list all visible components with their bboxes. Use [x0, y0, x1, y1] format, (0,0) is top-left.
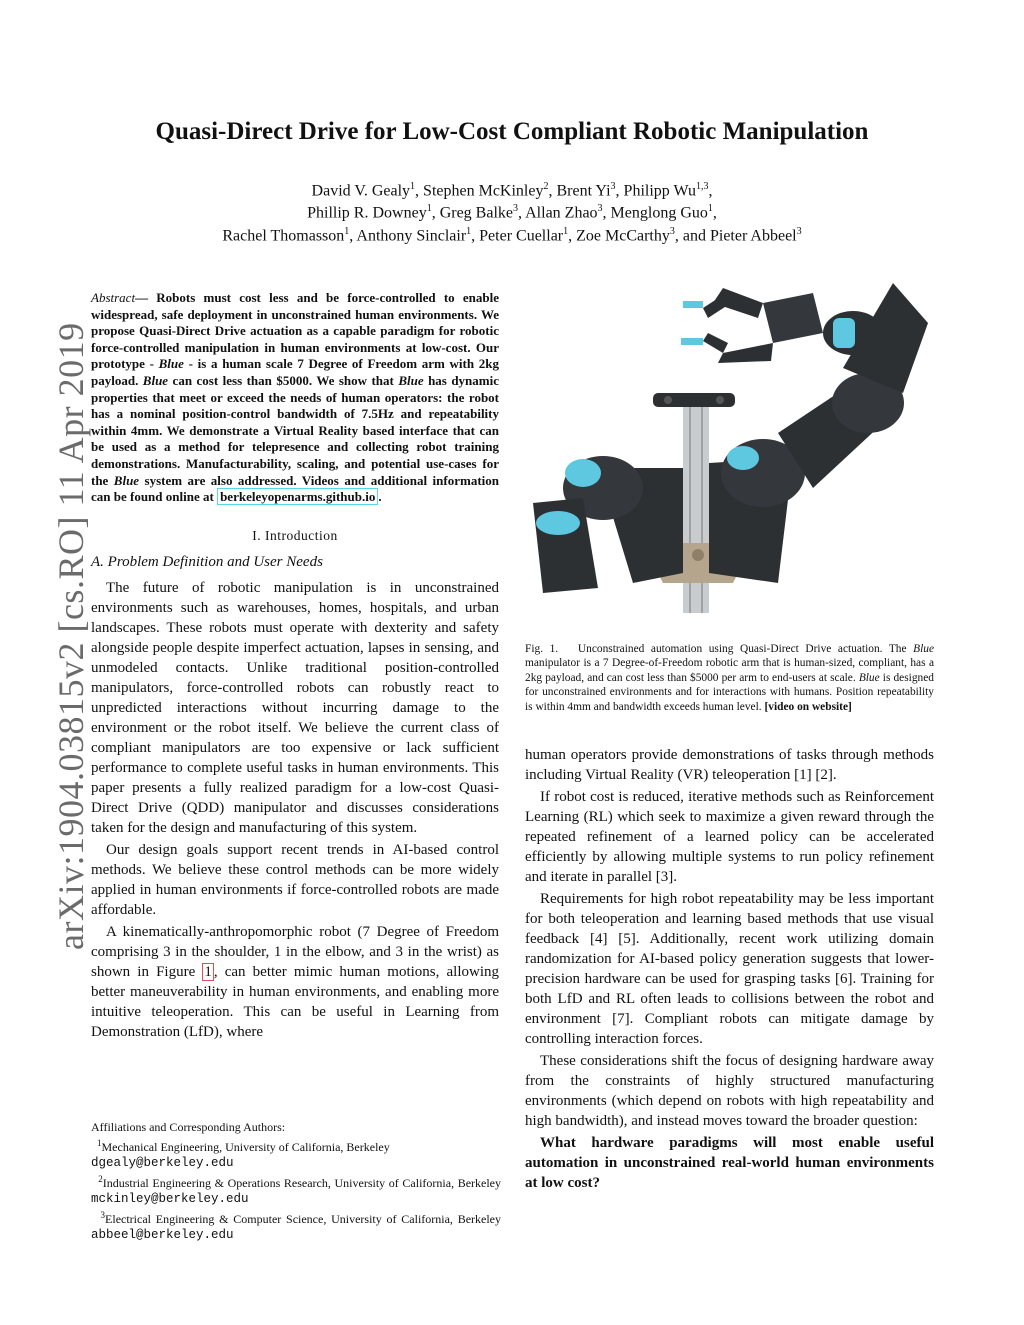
author-line-2: Phillip R. Downey$^1$, Greg Balke$^3$, Allan Zhao$^3$, Menglong Guo$^1$, [307, 203, 717, 222]
paragraph: Our design goals support recent trends in AI-based control methods. We believe these control methods can be more widely applied in human environments if force-controlled robots are made affordable. [91, 841, 499, 918]
video-link[interactable]: [video on website] [764, 700, 852, 713]
blue-robot-illustration [523, 283, 933, 613]
footnote-header: Affiliations and Corresponding Authors: [91, 1120, 286, 1134]
footnote: $^1$Mechanical Engineering, University of California, Berkeley [97, 1137, 390, 1154]
author: Peter Cuellar [479, 227, 564, 245]
author: and Pieter Abbeel [682, 227, 797, 245]
author: Menglong Guo [610, 204, 708, 222]
author-line-1: David V. Gealy$^1$, Stephen McKinley$^2$, Brent Yi$^3$, Philipp Wu$^{1,3}$, [311, 181, 713, 200]
paragraph: These considerations shift the focus of designing hardware away from the constraints of highly structured manufacturing environments (which depend on robots with high repeatability and high bandwidth), and instead moves toward the broader question: [525, 1053, 934, 1129]
author: Rachel Thomasson [222, 227, 345, 245]
email: dgealy@berkeley.edu [91, 1156, 234, 1170]
paragraph: A kinematically-anthropomorphic robot (7 Degree of Freedom comprising 3 in the shoulder, 1 in the elbow, and 3 in the wrist) as shown in Figure 1 , can better mimic human motions, allowing better maneuverability in human environments, and enabling more intuitive teleoperation. This can be useful in Learning from Demonstration (LfD), where [91, 923, 500, 1040]
paragraph: If robot cost is reduced, iterative methods such as Reinforcement Learning (RL) which seek to maximize a given reward through the repeated refinement of a learned policy can be accelerated efficiently by allowing multiple systems to run policy refinement and iterate in parallel [3]. [525, 789, 934, 885]
paragraph: Requirements for high robot repeatability may be less important for both teleoperation and learning based methods that use visual feedback [4] [5]. Additionally, recent work utilizing domain randomization for AI-based policy generation suggests that lower-precision hardware can be used for grasping tasks [6]. Training for both LfD and RL often leads to collisions between the robot and environment [7]. Compliant robots can mitigate damage by controlling interaction forces. [525, 891, 934, 1047]
wrist-accent [833, 318, 855, 348]
author-line-3: Rachel Thomasson$^1$, Anthony Sinclair$^1$, Peter Cuellar$^1$, Zoe McCarthy$^3$, and Pieter Abbeel$^3$ [222, 226, 802, 245]
caption-label: Fig. 1. [525, 643, 559, 655]
project-website-link[interactable]: berkeleyopenarms.github.io [217, 488, 378, 505]
paper-title: Quasi-Direct Drive for Low-Cost Compliant Robotic Manipulation [155, 118, 869, 145]
abstract-label: Abstract [91, 290, 136, 305]
author: Philipp Wu [623, 182, 696, 200]
gripper [763, 293, 823, 343]
left-column [91, 290, 499, 1042]
author: Greg Balke [439, 204, 513, 222]
author: Phillip R. Downey [307, 204, 427, 222]
footnote: $^2$Industrial Engineering & Operations Research, University of California, Berkeley mckinley@berkeley.edu [91, 1173, 502, 1206]
footnotes [91, 1120, 501, 1244]
author: Zoe McCarthy [576, 227, 670, 245]
abstract: Abstract— Robots must cost less and be force-controlled to enable widespread, safe deployment in unconstrained human environments. We propose Quasi-Direct Drive actuation as a capable paradigm for robotic force-controlled manipulation in human environments at low-cost. Our prototype - Blue - is a human scale 7 Degree of Freedom arm with 2kg payload. Blue can cost less than $5000. We show that Blue has dynamic properties that meet or exceed the needs of human operators: the robot has a nominal position-control bandwidth of 7.5Hz and repeatability within 4mm. We demonstrate a Virtual Reality based interface that can be used as a method for telepresence and collecting robot training demonstrations. Manufacturability, scaling, and potential use-cases for the Blue system are also addressed. Videos and additional information can be found online at berkeleyopenarms.github.io . [91, 290, 499, 505]
footnote: $^3$Electrical Engineering & Computer Science, University of California, Berkeley abbeel@berkeley.edu [91, 1209, 502, 1242]
paragraph: human operators provide demonstrations of tasks through methods including Virtual Reality (VR) teleoperation [1] [2]. [525, 747, 934, 783]
arxiv-identifier: arXiv:1904.03815v2 [cs.RO] 11 Apr 2019 [51, 322, 91, 950]
author: David V. Gealy [311, 182, 411, 200]
email: abbeel@berkeley.edu [91, 1228, 234, 1242]
paragraph: The future of robotic manipulation is in unconstrained environments such as warehouses, homes, hospitals, and urban landscapes. These robots must operate with dexterity and safety alongside people despite imperfect actuation, lapses in sensing, and unmodeled contacts. Unlike traditional position-controlled manipulators, force-controlled robots can robustly react to unpredicted interactions without incurring damage to the environment or the robot itself. We believe the current class of compliant manipulators are too expensive or lack sufficient performance to complete useful tasks in human environments. This paper presents a fully realized paradigm for a low-cost Quasi-Direct Drive (QDD) manipulator and discusses considerations taken for the design and manufacturing of this system. [91, 579, 499, 836]
author: Stephen McKinley [423, 182, 544, 200]
author: Anthony Sinclair [356, 227, 467, 245]
email: mckinley@berkeley.edu [91, 1192, 249, 1206]
right-column [525, 745, 934, 1193]
author: Allan Zhao [525, 204, 598, 222]
author: Brent Yi [556, 182, 611, 200]
figure-caption: Fig. 1. Unconstrained automation using Quasi-Direct Drive actuation. The Blue manipulator is a 7 Degree-of-Freedom robotic arm that is human-sized, compliant, has a 2kg payload, and can cost less than $5000 per arm to end-users at scale. Blue is designed for unconstrained environments and for interactions with humans. Position repeatability is within 4mm and bandwidth exceeds human level. [video on website] [525, 643, 935, 713]
research-question: What hardware paradigms will most enable useful automation in unconstrained real-world human environments at low cost? [525, 1135, 934, 1191]
robot-figure [523, 283, 933, 613]
figure-reference-link[interactable]: 1 [204, 963, 212, 980]
arxiv-sidebar [20, 322, 91, 950]
section-heading: I. Introduction [252, 527, 338, 543]
subsection-heading: A. Problem Definition and User Needs [91, 553, 323, 570]
